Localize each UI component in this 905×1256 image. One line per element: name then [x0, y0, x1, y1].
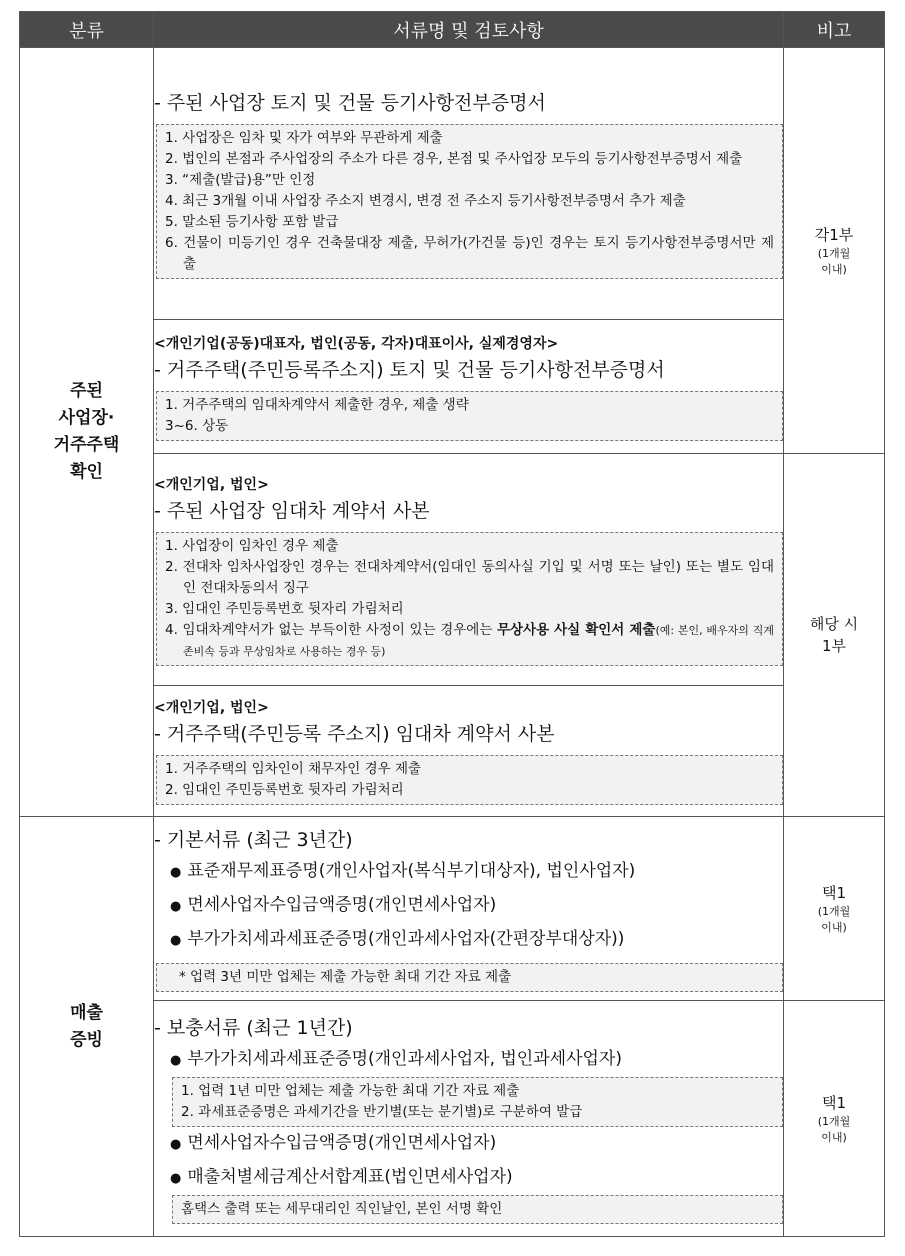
list-item: ● 매출처별세금계산서합계표(법인면세사업자) [170, 1167, 513, 1187]
remark-if-applicable: 해당 시 1부 [784, 454, 885, 817]
section-title: - 거주주택(주민등록 주소지) 임대차 계약서 사본 [154, 723, 555, 745]
basic-documents-cell [154, 817, 784, 1001]
list-item: ● 부가가치세과세표준증명(개인과세사업자(간편장부대상자)) [170, 929, 625, 949]
applicable-target: <개인기업, 법인> [154, 700, 269, 716]
section-title: - 주된 사업장 토지 및 건물 등기사항전부증명서 [154, 92, 546, 114]
review-notes-box: 1. 사업장은 임차 및 자가 여부와 무관하게 제출 2. 법인의 본점과 주사업장의 주소가 다른 경우, 본점 및 주사업장 모두의 등기사항전부증명서 제출 3. “제출(발급)용”만 인정 4. 최근 3개월 이내 사업장 주소지 변경시, 변경 전 주소지 등기사항전부증명서 추가 제출 5. 말소된 등기사항 포함 발급 6. 건물이 미등기인 경우 건축물대장 제출, 무허가(가건물 등)인 경우는 토지 등기사항전부증명서만 제출 [156, 124, 783, 279]
header-row [20, 12, 885, 48]
remark-choose-one: 택1 (1개월 이내) [784, 1001, 885, 1237]
section-title: - 기본서류 (최근 3년간) [154, 829, 353, 851]
header-documents: 서류명 및 검토사항 [154, 12, 784, 48]
remark-each-one-copy: 각1부 (1개월 이내) [784, 48, 885, 454]
table-row [20, 48, 885, 320]
header-remarks: 비고 [784, 12, 885, 48]
free-use-item: 4. 임대차계약서가 없는 부득이한 사정이 있는 경우에는 무상사용 사실 확인서 제출(예: 본인, 배우자의 직계존비속 등과 무상임차로 사용하는 경우 등) [165, 621, 774, 658]
review-notes-box: 1. 거주주택의 임대차계약서 제출한 경우, 제출 생략 3~6. 상동 [156, 391, 783, 441]
table-row [20, 817, 885, 1001]
residence-registry-cell [154, 320, 784, 454]
review-notes-box: 홈택스 출력 또는 세무대리인 직인날인, 본인 서명 확인 [172, 1195, 783, 1224]
business-lease-contract-cell [154, 454, 784, 686]
section-title: - 보충서류 (최근 1년간) [154, 1017, 353, 1039]
review-notes-box: 1. 사업장이 임차인 경우 제출 2. 전대차 임차사업장인 경우는 전대차계약서(임대인 동의사실 기입 및 서명 또는 날인) 또는 별도 임대인 전대차동의서 징구 3. 임대인 주민등록번호 뒷자리 가림처리 4. 임대차계약서가 없는 부득이한 사정이 있는 경우에는 무상사용 사실 확인서 제출(예: 본인, 배우자의 직계존비속 등과 무상임차로 사용하는 경우 등) [156, 532, 783, 666]
document-table [19, 11, 885, 1237]
remark-choose-one: 택1 (1개월 이내) [784, 817, 885, 1001]
supplementary-documents-cell [154, 1001, 784, 1237]
category-sales-proof: 매출 증빙 [20, 817, 154, 1237]
list-item: ● 표준재무제표증명(개인사업자(복식부기대상자), 법인사업자) [170, 861, 636, 881]
review-notes-box: 1. 업력 1년 미만 업체는 제출 가능한 최대 기간 자료 제출 2. 과세표준증명은 과세기간을 반기별(또는 분기별)로 구분하여 발급 [172, 1077, 783, 1127]
applicable-target: <개인기업, 법인> [154, 476, 269, 493]
list-item: ● 면세사업자수입금액증명(개인면세사업자) [170, 895, 497, 915]
list-item: ● 면세사업자수입금액증명(개인면세사업자) [170, 1133, 497, 1153]
header-category: 분류 [20, 12, 154, 48]
business-site-registry-cell [154, 48, 784, 320]
section-title: - 거주주택(주민등록주소지) 토지 및 건물 등기사항전부증명서 [154, 358, 665, 381]
section-title: - 주된 사업장 임대차 계약서 사본 [154, 499, 430, 522]
review-notes-box: 1. 거주주택의 임차인이 채무자인 경우 제출 2. 임대인 주민등록번호 뒷자리 가림처리 [156, 755, 783, 805]
residence-lease-contract-cell [154, 686, 784, 817]
category-residence: 주된 사업장· 거주주택 확인 [20, 48, 154, 817]
list-item: ● 부가가치세과세표준증명(개인과세사업자, 법인과세사업자) [170, 1049, 622, 1069]
review-notes-box: * 업력 3년 미만 업체는 제출 가능한 최대 기간 자료 제출 [156, 963, 783, 992]
applicable-target: <개인기업(공동)대표자, 법인(공동, 각자)대표이사, 실제경영자> [154, 335, 559, 352]
